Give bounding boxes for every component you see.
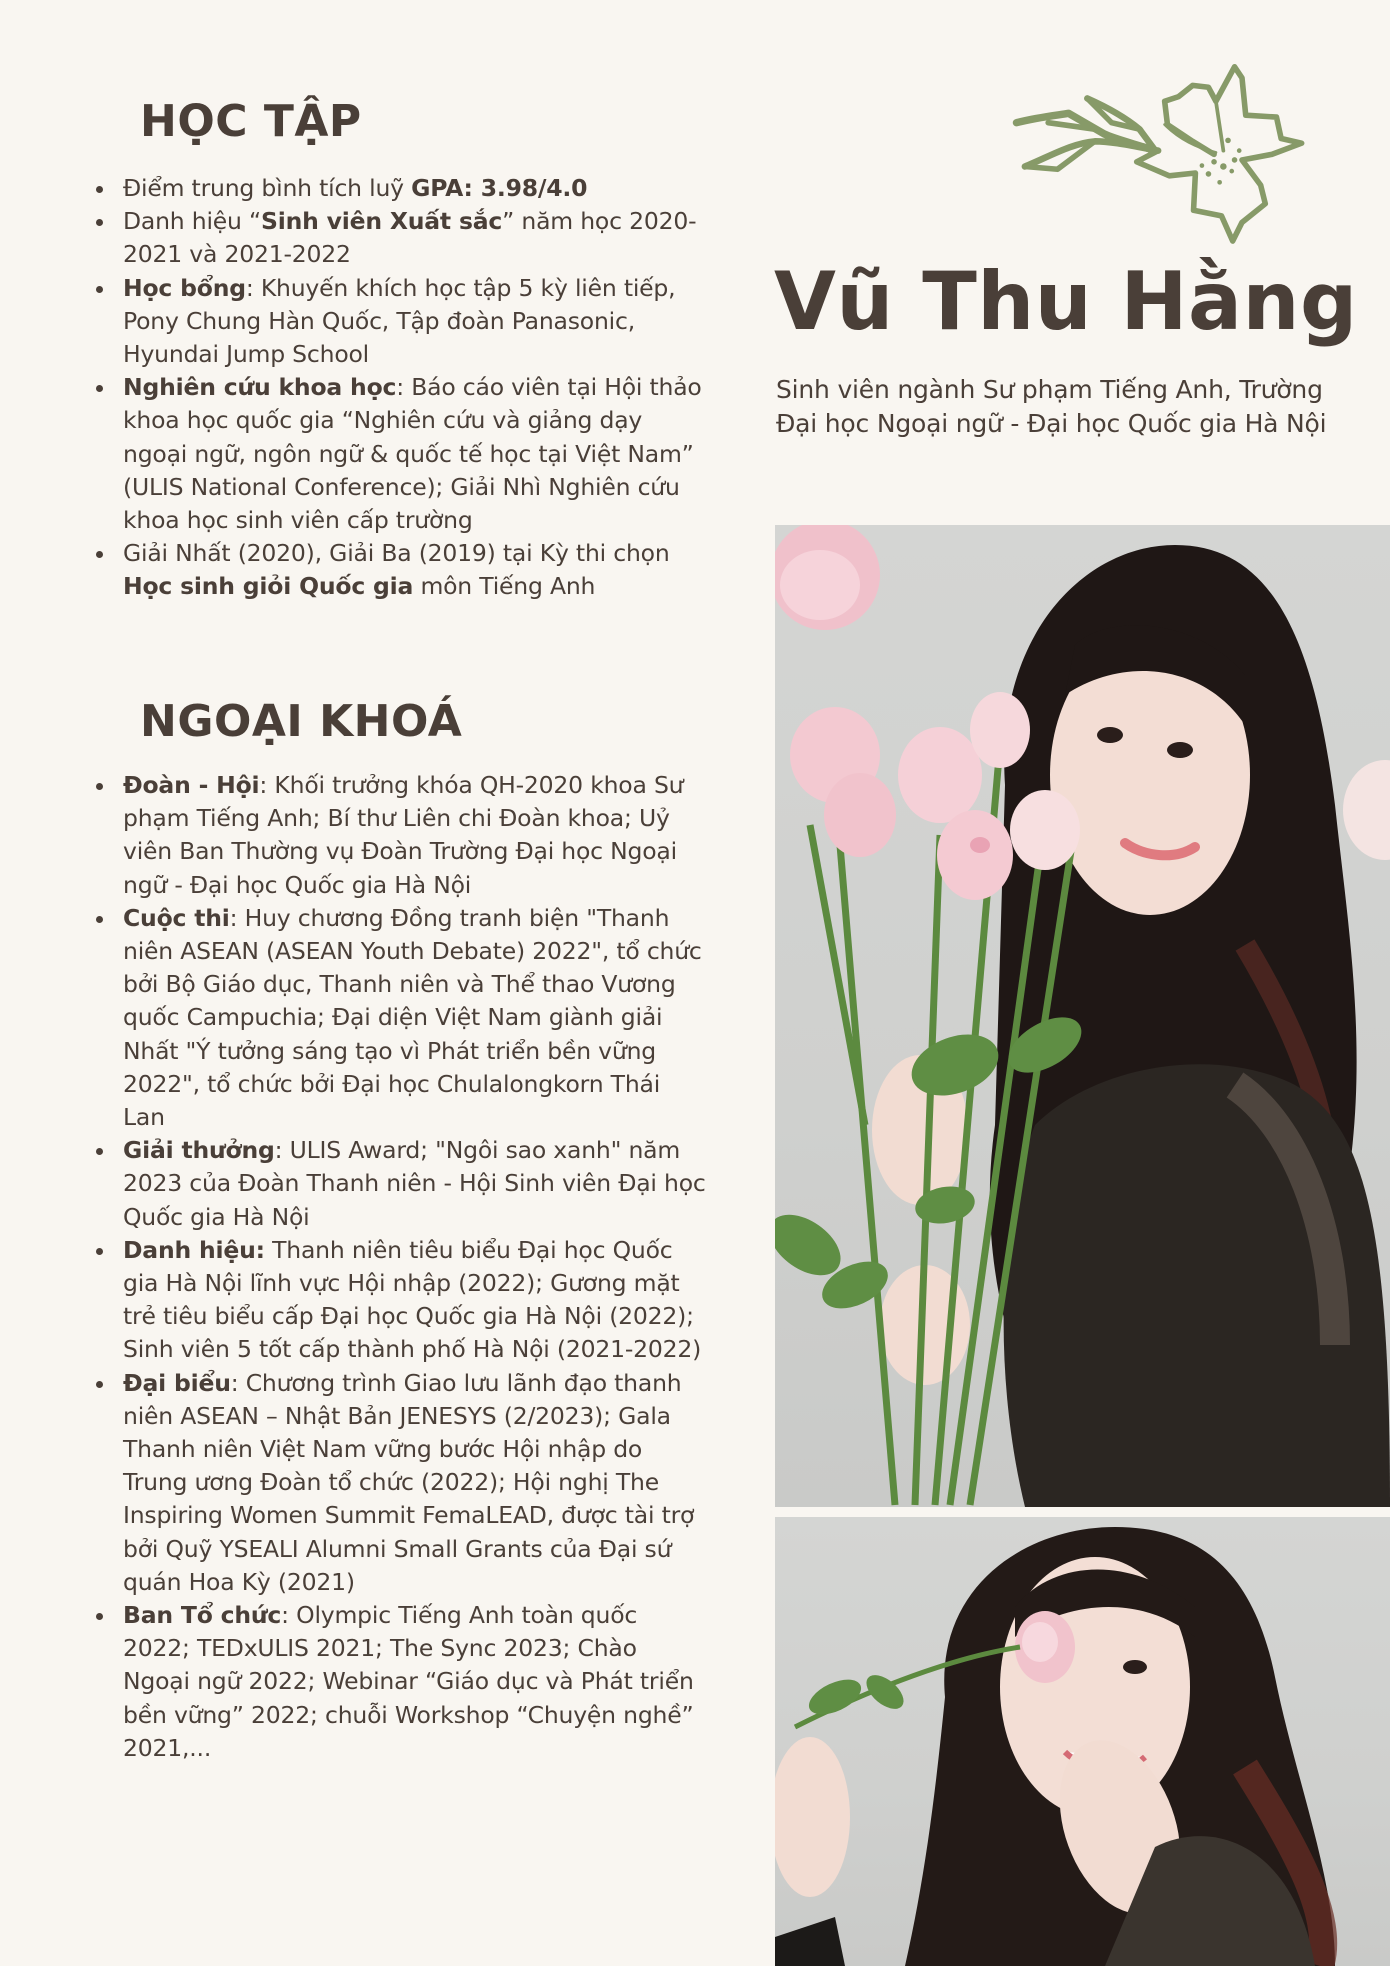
list-item [96, 172, 706, 205]
list-item-bold-label: Học bổng [123, 273, 246, 302]
list-item-text: : Khối trưởng khóa QH-2020 khoa Sư phạm Tiếng Anh; Bí thư Liên chi Đoàn khoa; Uỷ viên Ban Thường vụ Đoàn Trường Đại học Ngoại ngữ - Đại học Quốc gia Hà Nội [123, 771, 684, 899]
list-item-bold-label: Đoàn - Hội [123, 771, 260, 799]
list-item-text: ” năm học 2020-2021 và 2021-2022 [123, 207, 697, 269]
list-item-text: : Chương trình Giao lưu lãnh đạo thanh niên ASEAN – Nhật Bản JENESYS (2/2023); Gala Thanh niên Việt Nam vững bước Hội nhập do Trung ương Đoàn tổ chức (2022); Hội nghị The Inspiring Women Summit FemaLEAD, được tài trợ bởi Quỹ YSEALI Alumni Small Grants của Đại sứ quán Hoa Kỳ (2021) [123, 1368, 695, 1596]
section-title-hoc-tap: HỌC TẬP [140, 96, 362, 147]
list-item-text: : Báo cáo viên tại Hội thảo khoa học quốc gia “Nghiên cứu và giảng dạy ngoại ngữ, ngôn ngữ & quốc tế học tại Việt Nam” (ULIS National Conference); Giải Nhì Nghiên cứu khoa học sinh viên cấp trường [123, 373, 702, 535]
list-item [96, 902, 706, 1134]
profile-subtitle: Sinh viên ngành Sư phạm Tiếng Anh, Trường Đại học Ngoại ngữ - Đại học Quốc gia Hà Nội [776, 375, 1327, 438]
list-item-text: Giải Nhất (2020), Giải Ba (2019) tại Kỳ thi chọn [123, 539, 670, 568]
list-item [96, 537, 706, 603]
list-item [96, 205, 706, 271]
list-item-bold-label: Danh hiệu: [123, 1235, 265, 1264]
flower-line-art-icon [1000, 50, 1320, 255]
hoc-tap-list [96, 172, 706, 604]
portrait-photo-roses [775, 525, 1390, 1507]
list-item-bold-label: Giải thưởng [123, 1136, 275, 1165]
list-item-text: : ULIS Award; "Ngôi sao xanh" năm 2023 của Đoàn Thanh niên - Hội Sinh viên Đại học Quốc gia Hà Nội [123, 1136, 706, 1231]
list-item-text: Thanh niên tiêu biểu Đại học Quốc gia Hà Nội lĩnh vực Hội nhập (2022); Gương mặt trẻ tiêu biểu cấp Đại học Quốc gia Hà Nội (2022); Sinh viên 5 tốt cấp thành phố Hà Nội (2021-2022) [123, 1235, 702, 1364]
list-item-bold-label: Nghiên cứu khoa học [123, 373, 397, 402]
list-item-text: : Huy chương Đồng tranh biện "Thanh niên ASEAN (ASEAN Youth Debate) 2022", tổ chức bởi Bộ Giáo dục, Thanh niên và Thể thao Vương quốc Campuchia; Đại diện Việt Nam giành giải Nhất "Ý tưởng sáng tạo vì Phát triển bền vững 2022", tổ chức bởi Đại học Chulalongkorn Thái Lan [123, 903, 702, 1132]
list-item-text: Danh hiệu “ [123, 207, 261, 236]
list-item-bold-label: GPA: 3.98/4.0 [411, 174, 588, 202]
list-item [96, 769, 706, 902]
list-item-text: : Khuyến khích học tập 5 kỳ liên tiếp, Pony Chung Hàn Quốc, Tập đoàn Panasonic, Hyundai Jump School [123, 273, 676, 369]
list-item-bold-label: Ban Tổ chức [123, 1601, 282, 1630]
list-item-bold-label: Cuộc thi [123, 903, 230, 932]
list-item [96, 1234, 706, 1367]
ngoai-khoa-list [96, 769, 706, 1765]
profile-name: Vũ Thu Hằng [774, 255, 1358, 348]
list-item [96, 272, 706, 372]
list-item [96, 1599, 706, 1765]
list-item-bold-label: Học sinh giỏi Quốc gia [123, 572, 414, 601]
list-item [96, 1367, 706, 1599]
list-item-text: Điểm trung bình tích luỹ [123, 174, 412, 202]
list-item-text: môn Tiếng Anh [413, 572, 596, 601]
list-item [96, 1134, 706, 1234]
list-item-bold-label: Sinh viên Xuất sắc [260, 207, 503, 236]
portrait-photo-rose-eye [775, 1517, 1390, 1966]
list-item [96, 371, 706, 537]
section-title-ngoai-khoa: NGOẠI KHOÁ [140, 696, 463, 747]
list-item-bold-label: Đại biểu [123, 1368, 231, 1397]
list-item-text: : Olympic Tiếng Anh toàn quốc 2022; TEDxULIS 2021; The Sync 2023; Chào Ngoại ngữ 2022; Webinar “Giáo dục và Phát triển bền vững” 2022; chuỗi Workshop “Chuyện nghề” 2021,... [123, 1601, 694, 1762]
